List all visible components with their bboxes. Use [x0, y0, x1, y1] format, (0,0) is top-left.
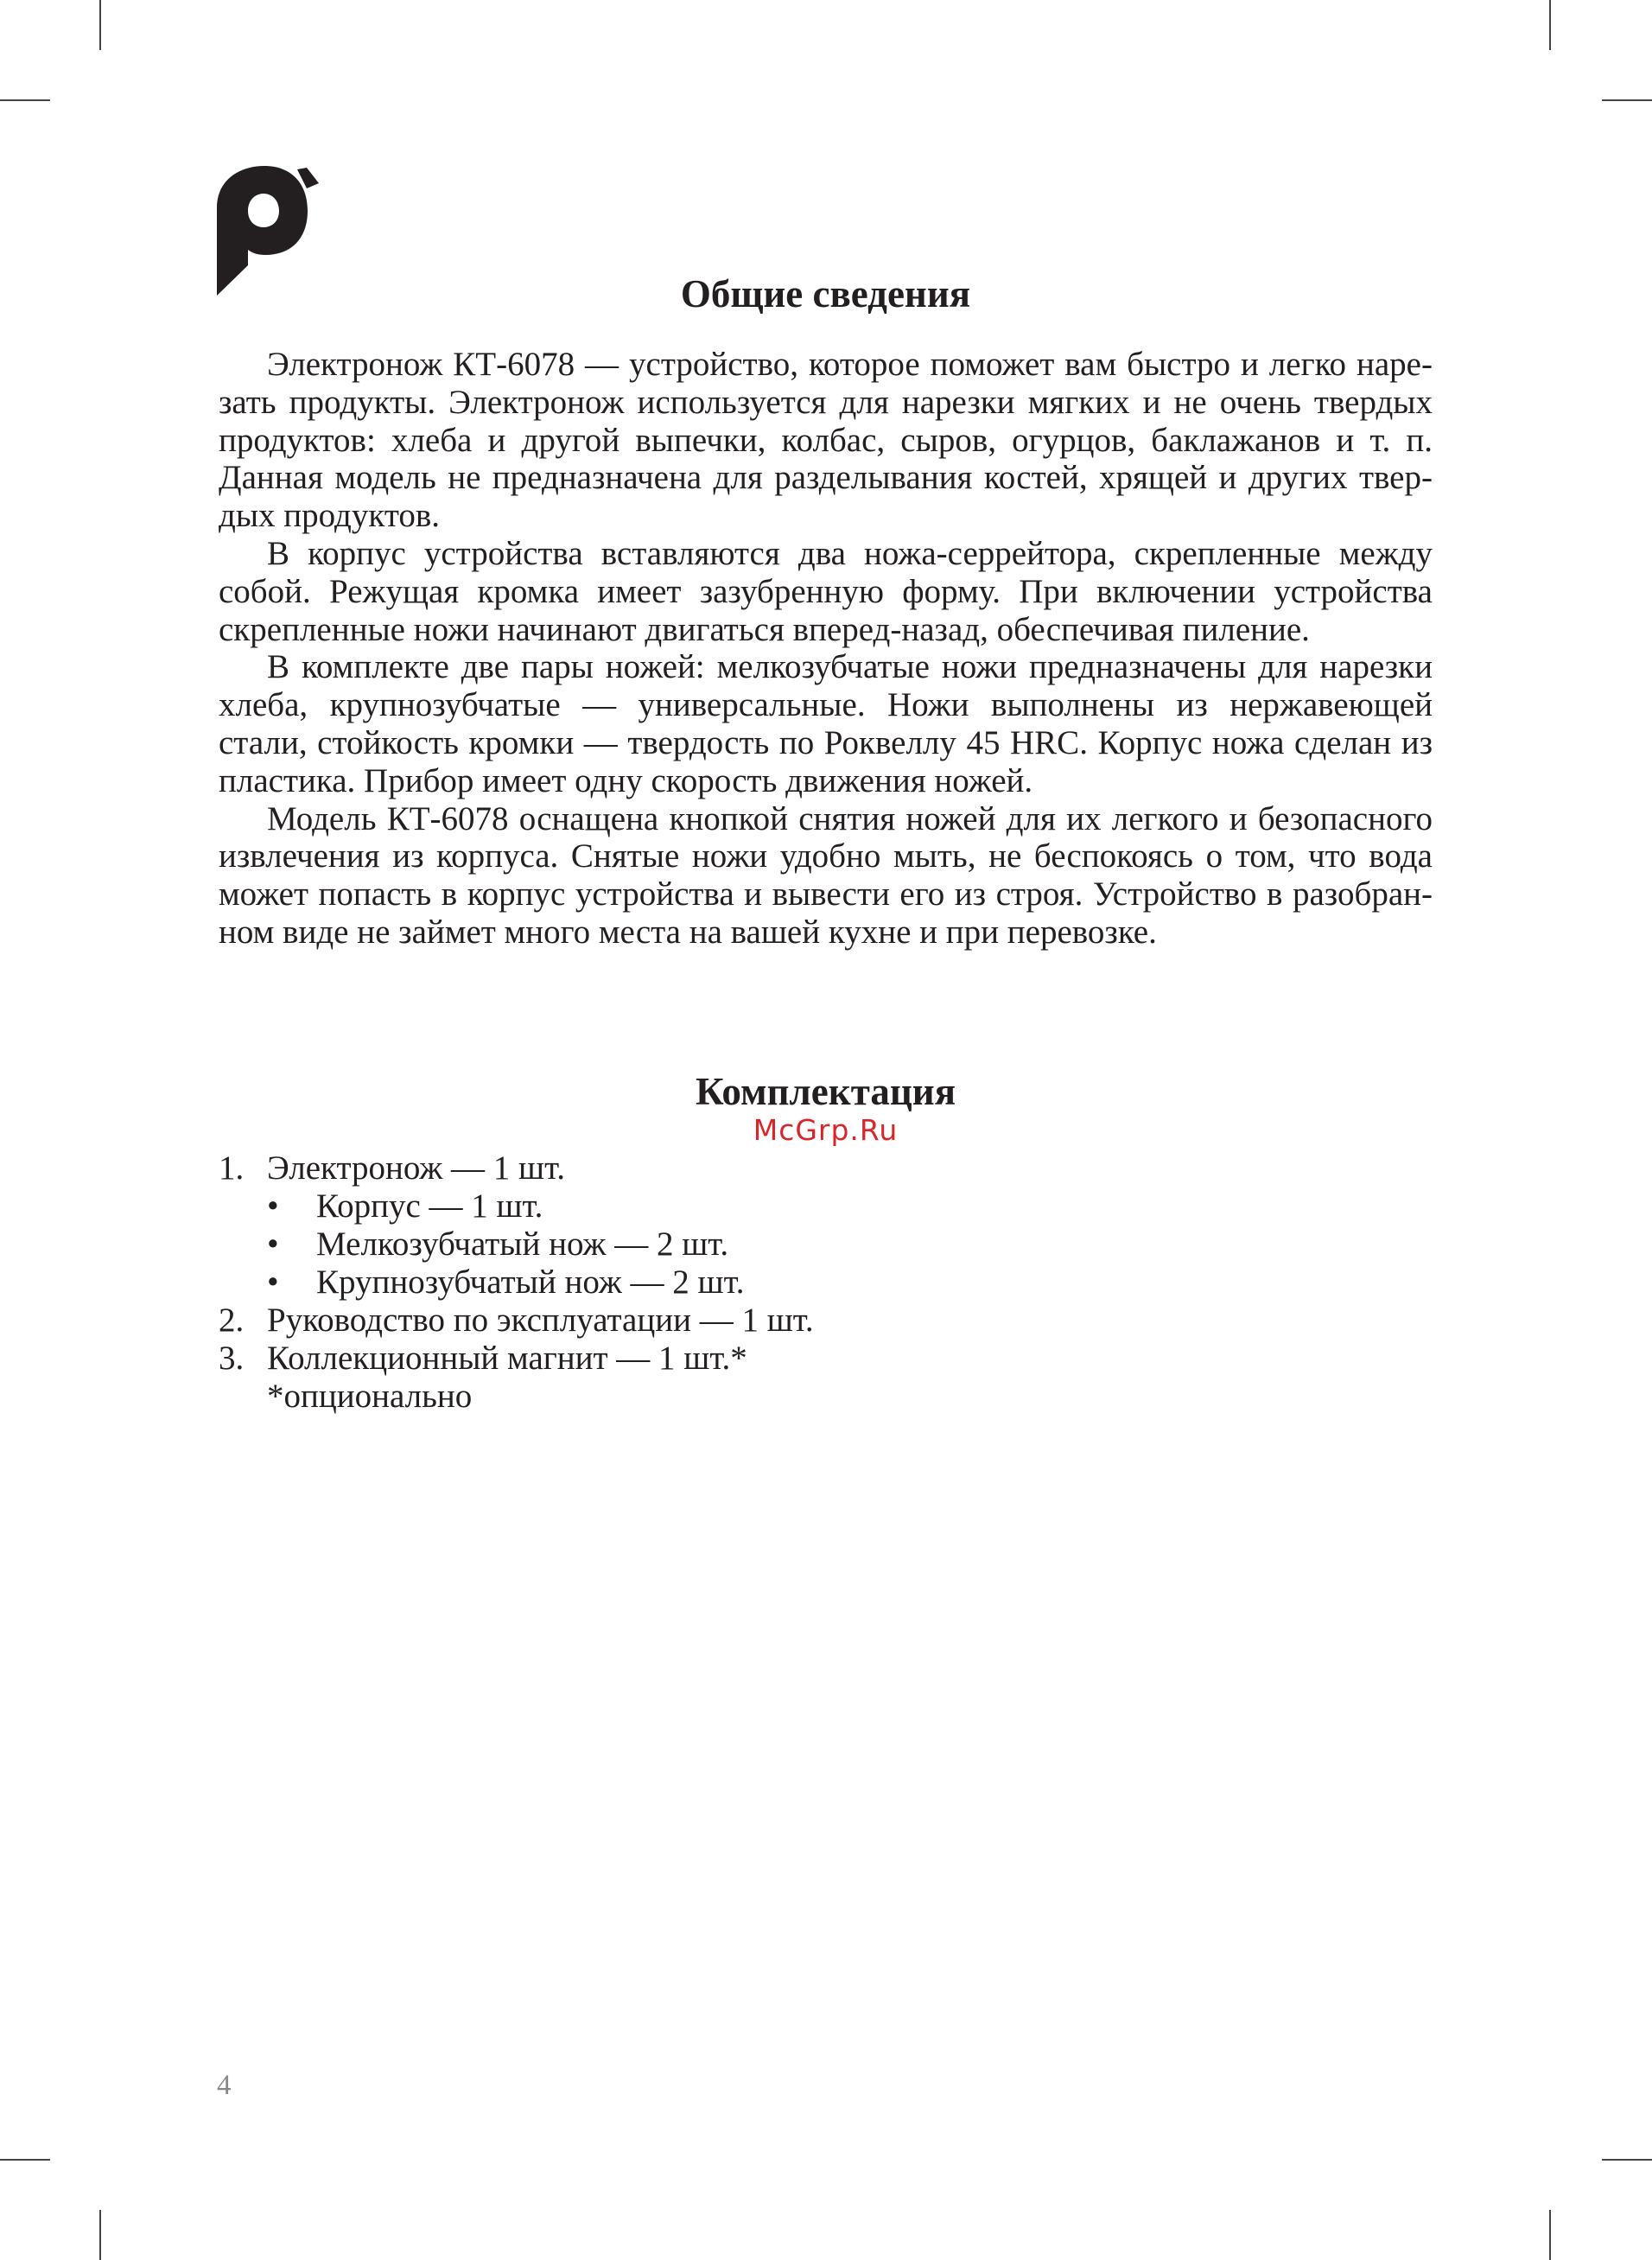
- list-number: 3.: [219, 1340, 245, 1377]
- footnote: [219, 1378, 1433, 1416]
- sub-list-item-text: Мелкозубчатый нож — 2 шт.: [316, 1225, 729, 1263]
- crop-mark-top-right: [1549, 0, 1551, 50]
- paragraph-3: В комплекте две пары ножей: мелкозубчатые ножи предназначены для нарезки хлеба, крупнозубчатые — универсальные. Ножи выполнены из нержавеющей стали, стойкость кромки — твердость по Роквеллу 45 HRC. Корпус ножа сделан из пластика. Прибор имеет одну скорость движения ножей.: [219, 648, 1433, 799]
- crop-mark-left-bottom: [0, 2159, 50, 2161]
- sub-list-item: [219, 1225, 1433, 1264]
- bullet: •: [267, 1225, 279, 1263]
- watermark-text: McGrp.Ru: [753, 1113, 899, 1147]
- paragraph-2: В корпус устройства вставляются два ножа-серрейтора, скрепленные между собой. Режущая кромка имеет зазубренную форму. При включении устройства скрепленные ножи начинают двигаться вперед-назад, обеспечивая пиление.: [219, 534, 1433, 648]
- list-item-text: Электронож — 1 шт.: [267, 1149, 565, 1187]
- section-title-package-contents: Комплектация: [695, 1070, 956, 1113]
- package-contents-list: [219, 1149, 1433, 1416]
- general-info-text: [219, 346, 1433, 952]
- paragraph-4: Модель КТ-6078 оснащена кнопкой снятия ножей для их легкого и безопасного извлечения из корпуса. Снятые ножи удобно мыть, не беспокоясь о том, что вода может попасть в корпус устройства и вывести его из строя. Устройство в разобранном виде не займет много места на вашей кухне и при перевозке.: [219, 799, 1433, 951]
- list-item: [219, 1149, 1433, 1187]
- section-title-general-info: Общие сведения: [680, 272, 971, 315]
- sub-list-item: [219, 1187, 1433, 1225]
- list-item: [219, 1302, 1433, 1340]
- crop-mark-top-left: [99, 0, 101, 50]
- list-number: 1.: [219, 1149, 245, 1187]
- crop-mark-left-top: [0, 99, 50, 101]
- footnote-text: *опционально: [267, 1378, 473, 1415]
- list-item-text: Руководство по эксплуатации — 1 шт.: [267, 1302, 814, 1339]
- crop-mark-right-bottom: [1602, 2159, 1652, 2161]
- sub-list-item: [219, 1264, 1433, 1302]
- crop-mark-bottom-left: [99, 2210, 101, 2260]
- bullet: •: [267, 1187, 279, 1225]
- crop-mark-right-top: [1602, 99, 1652, 101]
- list-item: [219, 1340, 1433, 1378]
- page-number: 4: [217, 2070, 232, 2101]
- bullet: •: [267, 1264, 279, 1301]
- list-number: 2.: [219, 1302, 245, 1339]
- crop-mark-bottom-right: [1549, 2210, 1551, 2260]
- paragraph-1: Электронож КТ-6078 — устройство, которое поможет вам быстро и легко нарезать продукты. Электронож используется для нарезки мягких и не очень твердых продуктов: хлеба и другой выпечки, колбас, сыров, огурцов, баклажанов и т. п. Данная модель не предназначена для разделывания костей, хрящей и других твердых продуктов.: [219, 346, 1433, 535]
- list-item-text: Коллекционный магнит — 1 шт.*: [267, 1340, 747, 1377]
- sub-list-item-text: Крупнозубчатый нож — 2 шт.: [316, 1264, 745, 1301]
- sub-list-item-text: Корпус — 1 шт.: [316, 1187, 543, 1225]
